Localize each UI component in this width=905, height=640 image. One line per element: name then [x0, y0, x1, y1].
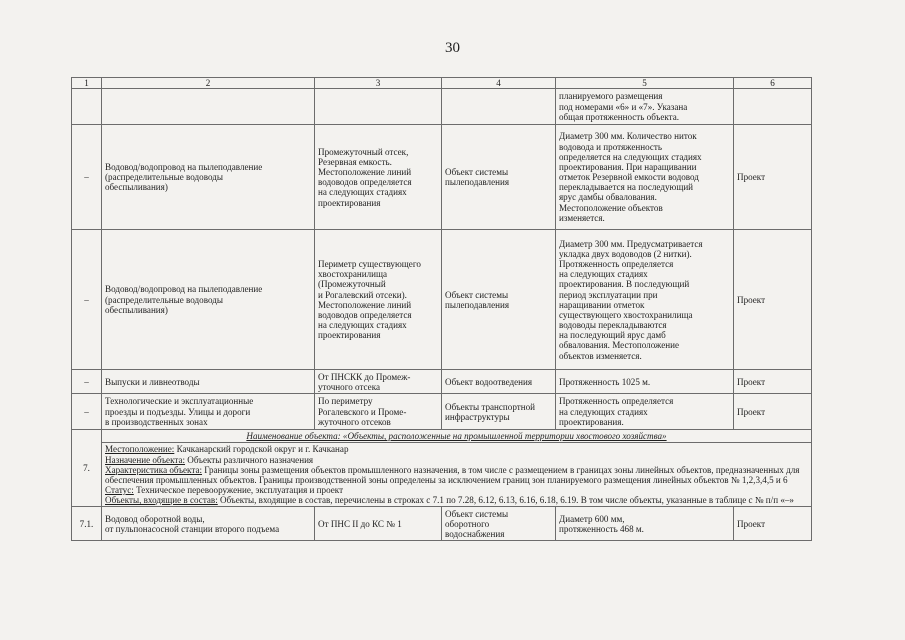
- object-location: От ПНСКК до Промеж- уточного отсека: [315, 370, 442, 394]
- row-number: [72, 89, 102, 125]
- table-row: [72, 125, 812, 230]
- object-name: Водовод/водопровод на пылеподавление (распределительные водоводы обеспыливания): [102, 125, 315, 230]
- object-status: Проект: [734, 230, 812, 370]
- row-number: 7.1.: [72, 507, 102, 541]
- object-name: Водовод оборотной воды, от пульпонасосной станции второго подъема: [102, 507, 315, 541]
- section-details: [102, 443, 812, 507]
- object-status: Проект: [734, 370, 812, 394]
- header-col-2: 2: [102, 78, 315, 89]
- characteristics-value: Границы зоны размещения объектов промышленного назначения, в том числе с размещением в границах зоны линейных объектов, предназначенных для обеспечения промышленных объектов. Границы производственной зоны определены за исключением границ зон планируемого размещения линейных объектов № 1,2,3,4,5 и 6: [105, 464, 800, 485]
- header-col-4: 4: [442, 78, 556, 89]
- status-value: Техническое перевооружение, эксплуатация и проект: [133, 485, 344, 496]
- section-number: 7.: [72, 430, 102, 507]
- included-label: Объекты, входящие в состав:: [105, 495, 218, 506]
- object-name: Водовод/водопровод на пылеподавление (распределительные водоводы обеспыливания): [102, 230, 315, 370]
- object-name: [102, 89, 315, 125]
- object-characteristics: планируемого размещения под номерами «6» и «7». Указана общая протяженность объекта.: [556, 89, 734, 125]
- object-characteristics: Диаметр 600 мм, протяженность 468 м.: [556, 507, 734, 541]
- row-number: –: [72, 370, 102, 394]
- object-location: Промежуточный отсек, Резервная емкость. Местоположение линий водоводов определяется на следующих стадиях проектирования: [315, 125, 442, 230]
- object-type: Объект системы пылеподавления: [442, 125, 556, 230]
- object-type: Объект системы пылеподавления: [442, 230, 556, 370]
- header-col-3: 3: [315, 78, 442, 89]
- header-col-6: 6: [734, 78, 812, 89]
- characteristics-line: [105, 465, 808, 485]
- object-status: Проект: [734, 125, 812, 230]
- object-name: Выпуски и ливнеотводы: [102, 370, 315, 394]
- table-row: [72, 89, 812, 125]
- table-header-row: [72, 78, 812, 89]
- object-name: Технологические и эксплуатационные проезды и подъезды. Улицы и дороги в производственных зонах: [102, 394, 315, 430]
- characteristics-label: Характеристика объекта:: [105, 464, 203, 475]
- header-col-1: 1: [72, 78, 102, 89]
- object-type: Объекты транспортной инфраструктуры: [442, 394, 556, 430]
- section-row: [72, 430, 812, 443]
- table-row: [72, 394, 812, 430]
- object-characteristics: Протяженность 1025 м.: [556, 370, 734, 394]
- location-line: [105, 444, 808, 454]
- purpose-value: Объекты различного назначения: [185, 454, 314, 465]
- section-details-row: [72, 443, 812, 507]
- object-characteristics: Протяженность определяется на следующих стадиях проектирования.: [556, 394, 734, 430]
- object-type: Объект водоотведения: [442, 370, 556, 394]
- object-characteristics: Диаметр 300 мм. Количество ниток водовода и протяженность определяется на следующих стадиях проектирования. При наращивании отметок Резервной емкости водовод перекладывается на последующий ярус дамбы обвалования. Местоположение объектов изменяется.: [556, 125, 734, 230]
- section-title: Наименование объекта: «Объекты, расположенные на промышленной территории хвостового хозяйства»: [102, 430, 812, 443]
- table-row: [72, 507, 812, 541]
- object-location: По периметру Рогалевского и Проме- жуточного отсеков: [315, 394, 442, 430]
- included-line: [105, 495, 808, 505]
- table-row: [72, 230, 812, 370]
- row-number: –: [72, 394, 102, 430]
- location-value: Качканарский городской округ и г. Качканар: [174, 444, 349, 455]
- object-type: [442, 89, 556, 125]
- page-number: 30: [445, 40, 460, 56]
- object-status: Проект: [734, 507, 812, 541]
- objects-table: [71, 77, 812, 541]
- purpose-line: [105, 455, 808, 465]
- purpose-label: Назначение объекта:: [105, 454, 186, 465]
- object-status: Проект: [734, 394, 812, 430]
- object-type: Объект системы оборотного водоснабжения: [442, 507, 556, 541]
- object-characteristics: Диаметр 300 мм. Предусматривается укладка двух водоводов (2 нитки). Протяженность определяется на следующих стадиях проектирования. В последующий период эксплуатации при наращивании отметок существующего хвостохранилища водоводы перекладываются на последующий ярус дамб обвалования. Местоположение объектов изменяется.: [556, 230, 734, 370]
- object-location: [315, 89, 442, 125]
- status-line: [105, 485, 808, 495]
- row-number: –: [72, 230, 102, 370]
- object-status: [734, 89, 812, 125]
- row-number: –: [72, 125, 102, 230]
- table-row: [72, 370, 812, 394]
- included-value: Объекты, входящие в состав, перечислены в строках с 7.1 по 7.28, 6.12, 6.13, 6.16, 6.18, 6.19. В том числе объекты, указанные в таблице с № п/п «–»: [217, 495, 794, 506]
- object-location: Периметр существующего хвостохранилища (Промежуточный и Рогалевский отсеки). Местоположение линий водоводов определяется на следующих стадиях проектирования: [315, 230, 442, 370]
- object-location: От ПНС II до КС № 1: [315, 507, 442, 541]
- status-label: Статус:: [105, 485, 134, 496]
- header-col-5: 5: [556, 78, 734, 89]
- location-label: Местоположение:: [105, 444, 175, 455]
